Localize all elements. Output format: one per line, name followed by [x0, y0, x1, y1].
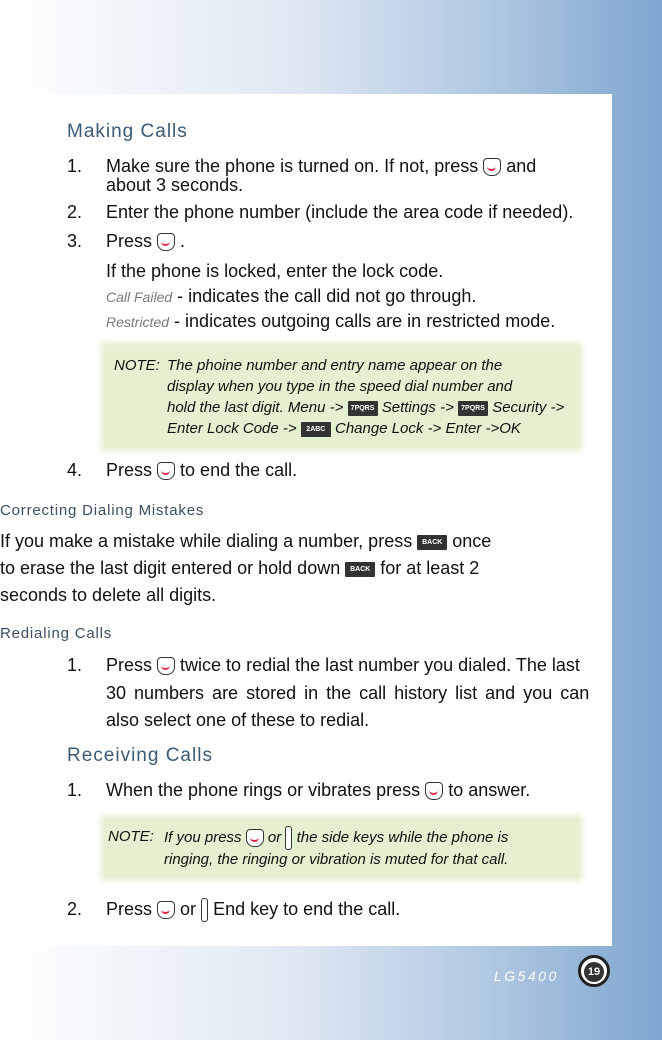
step-number: 1.: [67, 156, 83, 176]
receiving-text: When the phone rings or vibrates press: [106, 780, 421, 800]
seven-key-icon: 7PQRS: [348, 401, 378, 416]
note-label: NOTE:: [114, 357, 160, 374]
redial-line: [106, 654, 580, 676]
section-title-making-calls: Making Calls: [67, 121, 188, 142]
correcting-line: seconds to delete all digits.: [0, 585, 217, 605]
note-label: NOTE:: [108, 828, 154, 845]
seven-key-icon: 7PQRS: [458, 401, 488, 416]
note-text: or: [267, 828, 282, 846]
note-line: [164, 826, 508, 850]
correcting-text: for at least 2: [380, 558, 480, 578]
page-number-badge: [578, 955, 610, 987]
call-failed-line: [106, 285, 476, 308]
step-2-text: Enter the phone number (include the area code if needed).: [106, 202, 574, 222]
step-number: 2.: [67, 202, 83, 222]
note-box: [104, 818, 579, 878]
note-line: [167, 397, 564, 418]
step-1-text-a: Make sure the phone is turned on. If not, press: [106, 156, 479, 176]
receiving-text: End key to end the call.: [213, 899, 401, 919]
step-4-text: [106, 459, 297, 481]
restricted-desc: - indicates outgoing calls are in restricted mode.: [174, 311, 556, 331]
receiving-text: to answer.: [448, 780, 531, 800]
note-text: If you press: [164, 828, 242, 846]
side-key-icon: [201, 898, 208, 922]
step-number: 2.: [67, 899, 83, 919]
note-text: Enter Lock Code ->: [167, 420, 297, 437]
correcting-text: once: [452, 531, 492, 551]
correcting-text: If you make a mistake while dialing a number, press: [0, 531, 413, 551]
note-text: the side keys while the phone is: [296, 828, 509, 846]
step-number: 1.: [67, 780, 83, 800]
redial-line: 30 numbers are stored in the call history list and you can: [106, 683, 590, 703]
note-line: ringing, the ringing or vibration is muted for that call.: [164, 851, 509, 868]
step-number: 3.: [67, 231, 83, 251]
section-title-correcting: Correcting Dialing Mistakes: [0, 502, 205, 519]
back-key-icon: BACK: [417, 535, 447, 550]
step-1-text-b: and: [506, 156, 537, 176]
receiving-step-2: [106, 898, 400, 922]
send-key-icon: [157, 657, 175, 675]
note-line: display when you type in the speed dial number and: [167, 378, 513, 395]
step-4-text-a: Press: [106, 460, 153, 480]
note-box: [104, 345, 579, 448]
end-key-icon: [157, 901, 175, 919]
receiving-text: Press: [106, 899, 153, 919]
correcting-line: [0, 557, 479, 579]
model-name: LG5400: [494, 968, 559, 984]
step-4-text-b: to end the call.: [180, 460, 298, 480]
correcting-line: [0, 530, 491, 552]
call-failed-desc: - indicates the call did not go through.: [177, 286, 477, 306]
step-3-text: Press .: [106, 231, 186, 251]
step-3-text-a: Press: [106, 231, 153, 251]
note-line: The phoine number and entry name appear on the: [167, 357, 503, 374]
section-title-receiving: Receiving Calls: [67, 745, 213, 766]
note-text: Settings ->: [381, 399, 454, 416]
end-key-icon: [157, 462, 175, 480]
end-key-icon: [483, 158, 501, 176]
receiving-step-1: [106, 779, 530, 801]
redial-text: twice to redial the last number you dialed. The last: [180, 655, 580, 675]
correcting-text: to erase the last digit entered or hold down: [0, 558, 341, 578]
note-text: hold the last digit.: [167, 399, 284, 416]
back-key-icon: BACK: [345, 562, 375, 577]
redial-line: also select one of these to redial.: [106, 710, 370, 730]
restricted-term: Restricted: [106, 314, 170, 330]
section-title-redialing: Redialing Calls: [0, 625, 113, 642]
note-text: Security ->: [492, 399, 565, 416]
step-1-line2: about 3 seconds.: [106, 175, 244, 195]
send-key-icon: [425, 782, 443, 800]
page-number: 19: [584, 962, 604, 982]
restricted-line: [106, 310, 555, 333]
call-failed-term: Call Failed: [106, 289, 173, 305]
step-number: 1.: [67, 655, 83, 675]
note-line: [167, 418, 521, 439]
note-text: Change Lock -> Enter ->OK: [335, 420, 521, 437]
locked-text: If the phone is locked, enter the lock code.: [106, 261, 444, 281]
step-number: 4.: [67, 460, 83, 480]
two-key-icon: 2ABC: [301, 422, 331, 437]
end-key-icon: [246, 829, 264, 847]
send-key-icon: [157, 233, 175, 251]
receiving-text: or: [180, 899, 197, 919]
note-text: Menu ->: [287, 399, 344, 416]
redial-text: Press: [106, 655, 153, 675]
side-key-icon: [285, 826, 292, 850]
